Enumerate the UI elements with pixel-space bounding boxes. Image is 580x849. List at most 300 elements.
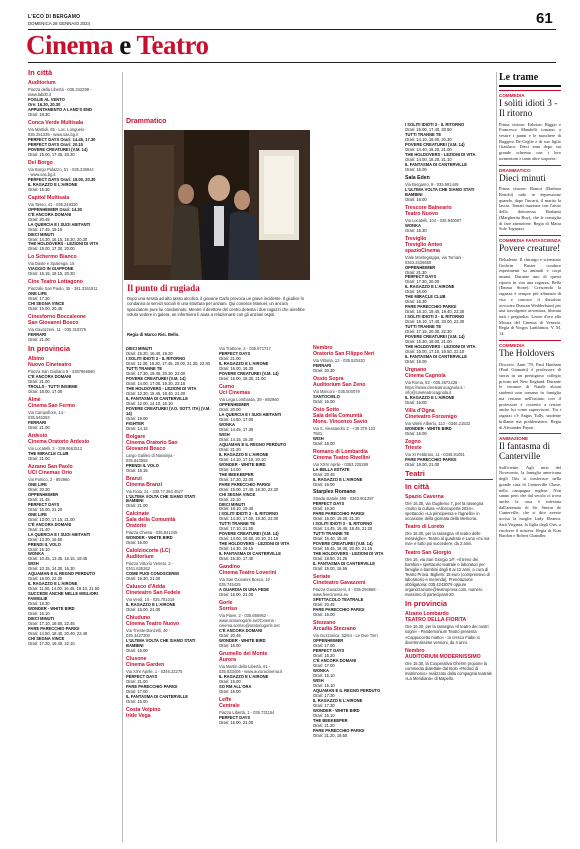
showtime-line: WISH (313, 677, 324, 683)
feature-label: Drammatico (126, 118, 167, 125)
showtime-line: THE HOLDOVERS - LEZIONI DI VITA (405, 151, 476, 157)
showtime-line: Orari: 14.40, 18.20, 21.00 (405, 146, 452, 152)
venue-town: Calcinate (126, 511, 150, 518)
page-number: 61 (536, 10, 553, 27)
showtime-line: Orari: 16.10 (28, 611, 50, 617)
showtime-line: Orari: 21.20 (313, 722, 335, 728)
venue-town: Calusco d'Adda (126, 584, 165, 591)
plot-title: Povere creature! (499, 244, 561, 255)
showtime-line: C'È ANCORA DOMANI (28, 211, 72, 217)
venue-address: Via Borgo Palazzo, 51 - 035.236944 (28, 166, 94, 172)
showtime-line: Orari: 15.00, 17.40, 20.50 (405, 126, 452, 132)
showtime-line: L'ULTIMA VOLTA CHE SIAMO STATI BAMBINI (126, 493, 196, 504)
showtime-line: Orari: 15.00, 17.10, 19.50, 22.10 (405, 349, 465, 355)
venue-address: www.feiecinema.eu (313, 592, 349, 598)
venue-address: www.labd0.it (28, 91, 51, 97)
showtime-line: Orari: 15.20 (313, 652, 335, 658)
showtime-line: OPPENHEIMER (405, 264, 436, 270)
venue-address: Via Campofiore, 14 - (28, 409, 66, 415)
venue-address: Via Locatelli, 3 - 339.9661512 (28, 445, 83, 451)
showtime-line: C'È ANCORA DOMANI (313, 657, 357, 663)
showtime-line: LA QUERCIA E I SUOI ABITANTI (219, 411, 282, 417)
venue-town: Ardesio (28, 432, 48, 439)
venue-address: Piazza San Giuliano 9 - 3387966560 (28, 369, 95, 375)
venue-town: Cine Teatro Lottagono (28, 279, 83, 286)
venue-address: Via Vittoria, 12 - 035.520420 (313, 357, 365, 363)
venue-address: Via Piave, 2 - 035.656962 - (219, 613, 269, 619)
showtime-line: PARE PARECCHIO PARIGI (219, 481, 271, 487)
venue-entry (126, 477, 212, 509)
showtime-line: Orari: 17.30 (313, 702, 335, 708)
showtime-line: TUTTI TRANNE TE (405, 324, 442, 330)
venue-address: Piazzale San Paolo, 35 - 351.3261911 (28, 286, 98, 292)
venue-town: Teatro di Loreto (405, 524, 445, 531)
showtime-line: Orari: 10.45, 13.45, 16.15, 18.45 (28, 556, 88, 562)
venue-address: Via Valeri Alberto, 113 - 0346.21532 (405, 421, 471, 426)
venue-address: 035.545363 (28, 414, 50, 420)
venue-entry (28, 465, 118, 646)
venue-address: Via XXIV Aprile - 0363.225289 (313, 461, 369, 467)
showtime-line: Orari: 20.30 (28, 486, 50, 492)
showtime-line: FIGHTER (126, 420, 144, 426)
plot-text: Prima visione. Bianca (Barbara Ronchi) rade in depressione quando, dopo l'incarti, il marito la lascia. Tentati tuazione con l'aiuto della dottoressa Brabanti (Margherita Buy), che le consiglia di fare attenzione. Regia di Maria Sole Tognazzi. (499, 186, 561, 232)
showtime-line: Orari: 16.00, 21.20 (28, 506, 63, 512)
showtime-line: Orari: 21.40 (28, 526, 50, 532)
showtime-line: Orari: 16.00, 21.00 (219, 592, 254, 598)
venue-address: 0341.635262 (126, 566, 150, 572)
venue-address: 035.4427300 (126, 633, 150, 638)
showtime-line: Orari: 18.30 (28, 601, 50, 607)
listing-heading: In città (405, 481, 430, 491)
showtime-line: Orari: 15.10 (313, 682, 335, 688)
venue-town: Azzano San Paolo (28, 463, 73, 470)
showtime-line: Orari: 16.00, 18.30, 21.00 (219, 375, 266, 381)
showtime-line: THE MIRACLE CLUB (28, 450, 69, 456)
showtime-line: Orari: 16.00 (126, 647, 148, 653)
listings-column-4 (313, 342, 399, 844)
venue-name: UCI Cinemas Orio (28, 469, 73, 476)
showtime-line: WONDER - WHITE BIRD (28, 606, 75, 612)
venue-town: Auditorium (28, 80, 56, 86)
venue-address: Via Guzzanica, 62/64 - Le Due Torri (313, 633, 378, 638)
venue-address: 7581 (313, 430, 323, 436)
plot-title: Il fantasma di Canterville (499, 442, 551, 462)
showtime-line: PARE PARECCHIO PARIGI (405, 304, 457, 310)
showtime-line: IL FANTASMA DI CANTERVILLE (126, 395, 188, 401)
venue-name: Arcadia Stezzano (313, 626, 356, 633)
showtime-line: C'È ANCORA DOMANI (28, 374, 72, 380)
showtime-line: PARE PARECCHIO PARIGI (313, 511, 365, 517)
venue-name: Cinema Teatro Nuovo (126, 621, 180, 628)
venue-name: Starplex Romano (313, 489, 356, 496)
showtime-line: Orari: 18.30 (28, 111, 50, 117)
showtime-line: Orari: 21.45 (28, 496, 50, 502)
showtime-line: Orari: 15.10 (313, 712, 335, 718)
plot-category: COMMEDIA (499, 90, 561, 98)
venue-address: Via San Giovanni Bosco, 10 - (219, 577, 273, 583)
venue-address: https://www.cineteatrocagnola.it - (405, 385, 466, 391)
showtime-line: Orari: 22.10 (219, 496, 241, 502)
showtime-line: Orari: 15.00, 17.30, 20.00 (28, 246, 75, 252)
showtime-line: Orari: 17.30, 19.45, 20.30, 22.00 (126, 370, 186, 376)
showtime-line: IL RAGAZZO E L'AIRONE (405, 284, 455, 290)
showtime-line: Orari: 14.00, 16.50, 20.10, 21.15 (219, 536, 279, 542)
venue-town: Stezzano (313, 620, 336, 627)
showtime-line: THE BEEKEEPER (219, 471, 254, 477)
showtime-line: POVERE CREATURE! (V.M. 14) (219, 370, 279, 376)
showtime-line: Orari: 15.15 (126, 467, 148, 473)
section-title (26, 32, 209, 59)
showtime-line: Orari: 16.00 (126, 540, 148, 546)
feature-title: Il punto di rugiada (127, 283, 200, 293)
showtime-line: TROLLS - TUTTI INSIEME (28, 384, 78, 390)
venue-town: Branzi (126, 475, 142, 482)
showtime-line: Orari: 15.00 (405, 359, 427, 365)
venue-town: Teatro San Giorgio (405, 549, 452, 556)
showtime-line: IL FANTASMA DI CANTERVILLE (313, 561, 375, 567)
showtime-line: Orari: 21.00 (126, 503, 148, 509)
venue-town: Nembro (313, 345, 333, 351)
event-description: Ore 16, via San Giorgio 1/F, «Il treno dei bambini» spettacolo teatrale e laboratori per famiglie e bambini dagli 8 ai 12 anni, a cura di Teatro Prova. Biglietti: 15 euro (comprensivo di laboratorio e merenda). Prenotazione obbligatoria: 035 4243079 oppure organizzazione@teatroprova.com, numero massimo di partecipanti 20. (405, 556, 490, 598)
venue-entry (126, 585, 212, 612)
showtime-line: I SOLITI IDIOTI 3 - IL RITORNO (219, 511, 279, 517)
venue-entry (405, 649, 493, 681)
showtime-line: Orari: 21.00 (28, 424, 50, 430)
venue-name: Cinema San Fermo (28, 402, 75, 409)
showtime-line: Orari: 15.00 (313, 612, 335, 618)
showtime-line: Orari: 14.00, 17.00, 19.30, 22.15 (126, 380, 186, 386)
showtime-line: I SOLITI IDIOTI 3 - IL RITORNO (405, 122, 465, 127)
event-description: Ore 15.30, la Cooperativa Gherim propone la commedia dialettale dal titolo «Reduci di matrimonio» realizzato dalla compagnia teatrale «La Meridiana» di Mapello. (405, 660, 492, 682)
showtime-line: WONKA (405, 222, 421, 228)
venue-address: Via Marconi - 035.500079 (313, 388, 360, 394)
venue-town: Zogno (405, 438, 421, 445)
plot-title: The Holdovers (499, 348, 555, 359)
showtime-line: PERFECT DAYS (28, 501, 60, 507)
showtime-line: Orari: 21.20, 18.50 (313, 732, 348, 738)
showtime-line: Orari: 17.30, 20.00 (405, 279, 440, 285)
venue-entry (313, 377, 399, 404)
showtime-line: THE HOLDOVERS - LEZIONI DI VITA (313, 551, 384, 557)
venue-name: Cineteatro Forzenigo (405, 414, 457, 421)
venue-address: Via Tasso, 41 - 035.248330 (28, 201, 78, 207)
showtime-line: WISH (219, 431, 230, 437)
showtime-line: Orari: 21.00 (126, 678, 148, 684)
showtime-line: VIAGGIO IN GIAPPONE (28, 266, 74, 272)
showtime-line: L'ULTIMA VOLTA CHE SIAMO STATI BAMBINI (405, 186, 475, 197)
showtime-line: Orari: 14.45, 16.45, 18.45, 21.20 (313, 526, 373, 532)
venue-address: Via Daste e Spalenga, 15 (28, 261, 75, 267)
showtime-line: PERFECT DAYS (219, 714, 251, 720)
showtime-line: WONDER - WHITE BIRD (219, 638, 266, 644)
showtime-line: PRENDI IL VOLO (28, 541, 61, 547)
showtime-line: THE HOLDOVERS - LEZIONI DI VITA (405, 344, 476, 350)
showtime-line: THE MIRACLE CLUB (405, 294, 446, 300)
showtime-line: Orari: 16.00 (219, 688, 241, 694)
venue-entry (405, 122, 493, 172)
listing-heading: In provincia (405, 599, 448, 609)
showtime-line: PERFECT DAYS Orari: 20.15 (28, 141, 83, 147)
showtime-line: Orari: 15.20, 16.40, 19.20 (126, 350, 173, 356)
venue-entry (28, 434, 118, 461)
showtime-line: OPPENHEIMER Orari: 14.30 (28, 206, 82, 212)
venue-town: Albino (28, 356, 45, 363)
showtime-line: Orari: 17.20, 22.00 (219, 476, 254, 482)
showtime-line: IL RAGAZZO E L'AIRONE (28, 581, 78, 587)
venue-address: Via Locatelli, 104 - 035.940087 (405, 217, 462, 223)
venue-name: Sala della Comunità (313, 412, 363, 419)
venue-address: 0363.3436650 (405, 259, 432, 265)
venue-entry (28, 81, 118, 117)
showtime-line: POVERE CREATURE! (V.M. 14) (126, 375, 186, 381)
venue-name: Cinema Garden (126, 661, 165, 668)
showtime-line: WONKA (313, 667, 329, 673)
venue-entry (405, 551, 493, 598)
showtime-line: Orari: 15.30, 21.00 (126, 576, 161, 582)
venue-name-cont: Mons. Vincenzo Savio (313, 418, 368, 425)
showtime-line: Orari: 15.10, 18.40, 19.40, 22.30 (405, 309, 465, 315)
venue-name: Cinema Teatro Loverini (219, 570, 277, 577)
showtime-line: PERFECT DAYS (405, 274, 437, 280)
showtime-line: Orari: 15.00, 16.55 (313, 566, 348, 572)
venue-town: Capitol Multisala (28, 194, 70, 201)
column-divider (122, 72, 123, 842)
venue-entry (405, 440, 493, 467)
venue-name: Auditorium San Zeno (313, 381, 366, 388)
showtime-line: Orari: 15.10 (313, 672, 335, 678)
showtime-line: Orari: 15.10, 17.40, 20.00, 22.30 (405, 319, 465, 325)
showtime-line: TUTTI TRANNE TE (313, 531, 350, 537)
venue-name: TEATRO DELLA FIORITA (405, 617, 467, 624)
showtime-line: DIECI MINUTI (219, 501, 246, 507)
venue-entry (219, 652, 305, 694)
venue-entry (28, 357, 118, 394)
venue-town: Almè (28, 397, 41, 404)
showtime-line: Orari: 15.00 (126, 698, 148, 704)
venue-town: Treviglio (405, 235, 427, 242)
showtime-line: Orari: 21.00 (219, 355, 241, 361)
showtime-line: POVERE CREATURE! (V.M. 14) (405, 141, 465, 147)
showtime-line: OPPENHEIMER (219, 401, 250, 407)
showtime-line: Orari: 15.30, 18.00, 21.00 (405, 339, 452, 345)
venue-name: Sala Eden (405, 174, 430, 181)
showtime-line: Orari: 16.00, 21.00 (126, 607, 161, 613)
showtime-line: DIECI MINUTI (28, 616, 55, 622)
showtime-line: IL FANTASMA DI CANTERVILLE (126, 693, 188, 699)
showtime-line: FERRARI (28, 419, 47, 425)
venue-name: Cineteatro Gavazzeni (313, 580, 366, 587)
showtime-line: Orari: 17.45, 19.15 (28, 226, 63, 232)
venue-address: 035.833406 - www.auroracinema.it (219, 668, 283, 674)
showtime-line: Orari: 15.00 (405, 166, 427, 172)
venue-entry (405, 237, 493, 365)
showtime-line: Orari: 11.30, 15.30, 17.45, 20.00, 21.30, 22.30 (126, 360, 210, 366)
plot-category: COMMEDIA FANTASCIENZA (499, 235, 561, 243)
venue-name-cont: Oratorio (126, 523, 147, 530)
showtime-line: Orari: 16.00 (405, 196, 427, 202)
showtime-line: Orari: 15.00 (219, 678, 241, 684)
showtime-line: POVERE CREATURE! (V.M. 14) (219, 531, 279, 537)
venue-town: Gorle (219, 600, 233, 607)
showtime-line: PARE PARECCHIO PARIGI (405, 456, 457, 462)
showtime-line: PARE PARECCHIO PARIGI (313, 727, 365, 733)
section-title-b: e (119, 30, 131, 60)
showtime-line: Orari: 12.30, 15.45, 18.40, 21.00 (126, 390, 186, 396)
showtime-line: Orari: 14.10, 17.10, 20.10 (219, 456, 266, 462)
venue-address: Piazza della Libertà - 035.342299 - (28, 86, 92, 92)
showtime-line: L'ULTIMA VOLTA CHE SIAMO STATI BAMBINI (126, 637, 196, 648)
venue-address: 035.745425 (219, 582, 241, 588)
venue-name: Cinema Teatro Rivellini (313, 454, 370, 461)
showtime-line: PERFECT DAYS (126, 673, 158, 679)
showtime-line: IL RAGAZZO E L'AIRONE (219, 673, 269, 679)
showtime-line: Orari: 18.50, 21.25 (313, 556, 348, 562)
showtime-line: DIECI MINUTI (28, 231, 55, 237)
showtime-line: FERRARI (313, 362, 332, 368)
listings-column-3 (219, 342, 305, 844)
showtime-line: Orari: 14.45, 17.30 (219, 426, 254, 432)
venue-address: 035.843555 (126, 457, 148, 463)
showtime-line: WONDER - WHITE BIRD (313, 707, 360, 713)
showtime-line: Orari: 14.15 (126, 425, 148, 431)
showtime-line: OPPENHEIMER (28, 491, 59, 497)
venue-town: Costa Volpino (126, 706, 161, 713)
showtime-line: SPETTACOLO TEATRALE (313, 597, 364, 603)
showtime-line: LA BELLA ESTATE (313, 466, 350, 472)
showtime-line: IL FANTASMA DI CANTERVILLE (405, 354, 467, 360)
showtime-line: ONE LIFE (28, 481, 47, 487)
venue-town: Seriate (313, 574, 331, 581)
venue-town: Chiuduno (126, 615, 151, 622)
venue-town: Romano di Lombardia (313, 448, 368, 455)
venue-entry (28, 315, 118, 342)
showtime-line: LA QUERCIA E I SUOI ABITANTI (28, 221, 91, 227)
showtime-line: THE HOLDOVERS - LEZIONI DI VITA (126, 385, 197, 391)
showtime-line: Orari: 14.50, 17.00 (219, 416, 254, 422)
venue-address: info@cineteatrocagnola.it (405, 390, 452, 396)
venue-name-cont: Giovanni Bosco (126, 445, 166, 452)
showtime-line: AQUAMAN E IL REGNO PERDUTO (28, 571, 96, 577)
venue-name: Nuovo Cineteatro (28, 362, 72, 369)
venue-name: Cinema Oratorio Ardesio (28, 438, 90, 445)
showtime-line: PERFECT DAYS (313, 647, 345, 653)
showtime-line: IL FANTASMA DI CANTERVILLE (219, 551, 281, 557)
showtime-line: Orari: 17.10, 21.50 (219, 526, 254, 532)
venue-entry (219, 601, 305, 648)
showtime-line: Orari: 16.30 (405, 299, 427, 305)
plots-list (499, 90, 561, 539)
showtime-line: Orari: 21.20 (219, 446, 241, 452)
showtime-line: IL RAGAZZO E L'AIRONE (405, 395, 455, 401)
venue-address: www.oratoriogorle.net/Cinema - (219, 618, 277, 624)
venue-address: Piazza Libertà, 1 - 035.731154 (219, 709, 275, 715)
venue-address: Largo Galileo di Nassirijia - (126, 452, 175, 458)
venue-town: Villa d'Ogna (405, 408, 435, 415)
venue-address: Piazza Chiesa - 035.841245 (126, 530, 178, 536)
showtime-line: PERFECT DAYS Orari: 18.00, 20.30 (28, 176, 96, 182)
showtime-line: PRENDI IL VOLO (126, 462, 159, 468)
showtime-line: Orari: 20.45 (219, 633, 241, 639)
showtime-line: Ore: 16.30, 20.30 (28, 101, 61, 107)
showtime-line: Orari: 14.30, 16.15, 18.30, 20.30 (28, 236, 88, 242)
venue-entry (126, 616, 212, 653)
showtime-line: Orari: 17.00 (126, 688, 148, 694)
listings-column-2 (126, 342, 212, 844)
venue-address: Via Bergamo, 9 - 035.591449 (405, 181, 459, 187)
venue-address: Via XI Febbraio, 11 - 0345.91051 (405, 451, 465, 457)
showtime-line: Orari: 17.30 (313, 692, 335, 698)
section-title-a: Cinema (26, 30, 113, 60)
showtime-line: Orari: 15.10 (28, 546, 50, 552)
showtime-line: Orari: 17.15, 20.30, 22.30 (405, 329, 452, 335)
venue-name: Trieste (405, 444, 422, 451)
showtime-line: Orari: 14.30, 19.15 (219, 546, 254, 552)
venue-town: Osio Sotto (313, 406, 340, 413)
venue-entry (219, 698, 305, 725)
showtime-line: FERRARI (28, 332, 47, 338)
showtime-line: TUTTI TRANNE TE (126, 365, 163, 371)
plot-text: Sufficiente. Agli inizi del Novecento, la famiglia americana degli Otis si trasferisce nella grande casa di Canterville Chase, nella campagna inglese. Non sanno però che dal secolo ci trova anche la casa è infestata dall'antenato di Sir Simon de Canterville, che si dice avesse ucciso la moglie Lady Eleanor. Sarà Virginia, la figlia degli Otis, a risolvere il mistero. Regia di Kim Burdon e Robert Chandler. (499, 464, 561, 539)
venue-address: Piazza Gavazzeni, 4 - 035.294868 - (313, 587, 379, 593)
showtime-line: IL RAGAZZO E L'AIRONE (313, 476, 363, 482)
venue-entry (313, 408, 399, 446)
plots-column (499, 72, 561, 842)
venue-name-cont: spazioCinema (405, 247, 440, 254)
venue-address: Via XXV Aprile, 1 - 0346.22275 (126, 668, 183, 674)
venue-town: Curno (219, 383, 235, 390)
venue-town: Conca Verde Multisala (28, 119, 84, 126)
venue-entry (313, 346, 399, 373)
venue-entry (313, 621, 399, 738)
showtime-line: Orari: 15.00, 17.40, 19.30, 22.20 (219, 486, 279, 492)
showtime-line: Orari: 17.30 (28, 296, 50, 302)
showtime-line: Orari: 16.00 (313, 398, 335, 404)
venue-name: Teatro Nuovo (405, 210, 439, 217)
listing-heading: In città (28, 68, 53, 77)
venue-entry (126, 346, 212, 431)
showtime-line: SANTOCIELO (313, 393, 340, 399)
venue-address: 035.251339 - www.sas.bg.it (28, 131, 79, 137)
venue-town: Del Borgo (28, 159, 53, 166)
showtime-line: Orari: 16.15, 18.15, 20.30 (28, 271, 75, 277)
showtime-line: PARE PARECCHIO PARIGI (28, 626, 80, 632)
venue-address: Piazza Vittorio Veneto, 3 - (126, 561, 174, 567)
showtime-line: IL RAGAZZO E L'AIRONE (219, 451, 269, 457)
showtime-line: Orari: 16.00, 21.00 (405, 461, 440, 467)
showtime-line: Orari: 17.10, 19.50, 22.45 (28, 621, 75, 627)
showtime-line: WONKA (219, 421, 235, 427)
showtime-line: CHI SEGNA VINCE (28, 636, 65, 642)
plot-text: Prima visione. Fabrizio Biggio e Francesco Mandelli tornano a vestire i panni e le maschere di Ruggero De Ceglie e di suo figlio Gianluca. Dieci anni dopo sui grande schermo con i loro tormentoni e tante altre sorprese. (499, 121, 561, 161)
venue-town: Lo Schermo Bianco (28, 254, 77, 261)
venue-name: Centrale (219, 702, 240, 709)
venue-entry (126, 435, 212, 473)
venue-name: Uci Cinemas (219, 389, 251, 396)
showtime-line: COME PUOI CONOSCERMI (126, 571, 179, 577)
venue-address: Via Verdi, 10 - 035.791019 (126, 597, 175, 603)
venue-entry (126, 657, 212, 704)
venue-town: Gandino (219, 564, 241, 571)
showtime-line: Orari: 20.45 (28, 216, 50, 222)
showtime-line: IL RAGAZZO E L'AIRONE (219, 360, 269, 366)
listing-heading: In provincia (28, 344, 71, 354)
venue-name: Oratorio San Filippo Neri (313, 350, 375, 357)
showtime-line: Orari: 16.00, 22.30 (28, 576, 63, 582)
showtime-line: Orari: 21.00 (28, 455, 50, 461)
section-rule (28, 62, 556, 63)
showtime-line: LA QUERCIA E I SUOI ABITANTI (28, 531, 91, 537)
showtime-line: Orari: 20.30 (313, 367, 335, 373)
